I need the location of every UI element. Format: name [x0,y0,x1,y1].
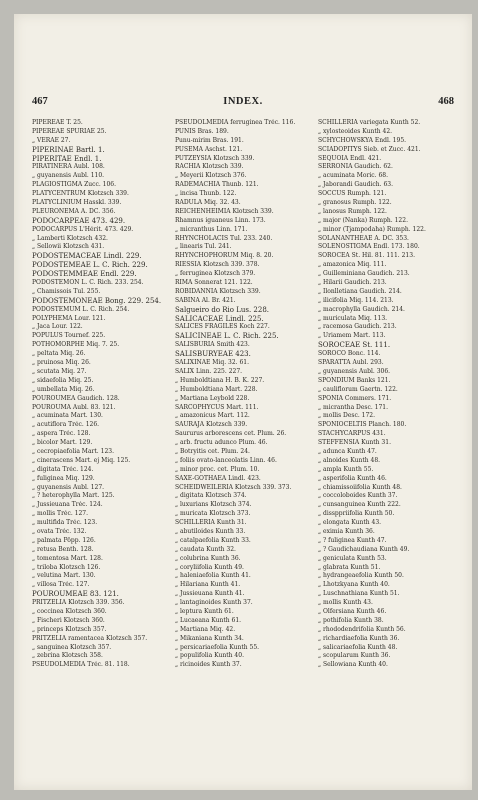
index-entry: POTHOMORPHE Miq. 7. 25. [32,341,120,349]
index-entry: „ peltata Miq. 26. [32,350,86,358]
index-entry: Salgueiro do Rio Lus. 228. [175,305,270,314]
index-entry: POPULUS Tournef. 225. [32,332,106,340]
index-entry: SCHILLERIA variegata Kunth 52. [318,119,421,126]
index-entry: SCHILLERIA Kunth 31. [175,519,247,527]
index-entry: SARCOPHYCUS Mart. 111. [175,403,259,411]
index-entry: „ luxurians Klotzsch 374. [175,501,252,509]
index-entry: „ cunsanguinea Kunth 222. [318,501,401,509]
left-page-number: 467 [32,96,48,107]
index-entry: SAURAJA Klotzsch 339. [175,421,248,429]
index-entry: „ catalpaefolia Kunth 33. [175,536,251,544]
index-column-2 [175,119,309,670]
index-entry: SOROCEAE St. 111. [318,341,391,350]
index-entry: SALIX Linn. 225. 227. [175,367,243,375]
index-entry: PSEUDOLMEDIA Tréc. 81. 118. [32,661,130,669]
index-entry: „ Ilonlletiana Gaudich. 214. [318,287,402,295]
index-entry: „ scopularum Kunth 36. [318,652,391,660]
index-entry: „ colubrina Kunth 36. [175,554,241,562]
index-entry: „ coccoloboides Kunth 37. [318,492,398,500]
index-entry: „ mollis Kunth 43. [318,599,373,607]
index-entry: „ zebrina Klotzsch 358. [32,652,103,660]
index-entry: SOLANANTHEAE A. DC. 353. [318,234,409,242]
index-entry: SERRONIA Gaudich. 62. [318,163,393,171]
index-entry: PODOCARPEAE 473. 429. [32,216,126,225]
index-entry: „ multifida Tréc. 123. [32,519,98,527]
index-entry: „ tomentosa Mart. 128. [32,554,103,562]
index-entry: „ linearis Tul. 241. [175,243,232,251]
index-entry: „ glabrata Kunth 51. [318,563,381,571]
index-entry: SAXE-GOTHAEA Lindl. 423. [175,474,261,482]
index-entry: SABINA Al. Br. 421. [175,296,236,304]
index-entry: „ salicariaefolia Kunth 48. [318,643,398,651]
index-entry: „ amazonica Miq. 111. [318,261,387,269]
index-entry: „ Fischeri Klotzsch 360. [32,616,105,624]
index-entry: PRITZELIA ramentacea Klotzsch 357. [32,634,148,642]
index-entry: „ Jaborandi Gaudich. 63. [318,181,394,189]
index-entry: „ hydrangeaefolia Kunth 50. [318,572,404,580]
index-entry: „ alnoides Kunth 48. [318,456,381,464]
index-entry: „ incisa Thunb. 122. [175,190,237,198]
index-entry: „ ampla Kunth 55. [318,465,374,473]
index-entry: „ villosa Tréc. 127. [32,581,90,589]
index-entry: POUROUMEAE 83. 121. [32,590,119,599]
index-entry: „ scutata Miq. 27. [32,367,87,375]
index-entry: Rhamnus iguaneus Linn. 173. [175,216,266,224]
index-entry: SALISBURYEAE 423. [175,350,251,359]
index-entry: „ coccinea Klotzsch 360. [32,607,107,615]
page-header [32,96,454,110]
index-column-3 [318,119,452,670]
index-entry: „ granosus Rumph. 122. [318,199,392,207]
index-entry: „ lanosus Rumph. 122. [318,207,387,215]
index-entry: „ rhododendrifolia Kunth 56. [318,625,406,633]
index-entry: PIPEREAE T. 25. [32,119,83,126]
index-column-1 [32,119,166,670]
index-entry: „ populifolia Kunth 40. [175,652,244,660]
index-entry: „ amazonicus Mart. 112. [175,412,250,420]
index-entry: „ Luschnathiana Kunth 51. [318,590,400,598]
index-entry: SCIADOPITYS Sieb. et Zucc. 421. [318,145,421,153]
index-entry: „ Jussieuana Tréc. 124. [32,501,103,509]
index-entry: „ mollis Tréc. 127. [32,510,89,518]
index-entry: RADEMACHIA Thunb. 121. [175,181,259,189]
index-entry: SCHEIDWEILERIA Klotzsch 339. 373. [175,483,292,491]
index-entry: „ guyanensis Aubl. 306. [318,367,391,375]
index-entry: PUTZEYSIA Klotzsch 339. [175,154,255,162]
index-entry: PLATYCENTRUM Klotzsch 339. [32,190,129,198]
index-entry: RADULA Miq. 32. 43. [175,199,241,207]
index-entry: Punu-mirim Bras. 191. [175,136,244,144]
index-entry: „ ? fuliginea Kunth 47. [318,536,387,544]
index-entry: „ Guilleminiana Gaudich. 213. [318,270,410,278]
index-entry: „ major (Nanka) Rumph. 122. [318,216,408,224]
index-entry: STEFFENSIA Kunth 31. [318,439,391,447]
index-entry: SPONDIUM Banks 121. [318,376,391,384]
index-entry: PLEURONEMA A. DC. 356. [32,207,116,215]
index-entry: PODOCARPUS L'Hérit. 473. 429. [32,225,134,233]
index-entry: „ ? Gaudichaudiana Kunth 49. [318,545,410,553]
index-entry: „ muriculata Miq. 113. [318,314,388,322]
index-entry: PUNIS Bras. 189. [175,127,229,135]
index-entry: SALISBURIA Smith 423. [175,341,250,349]
index-entry: SOCCUS Rumph. 121. [318,190,387,198]
index-entry: „ Jussieuana Kunth 41. [175,590,245,598]
index-entry: PODOSTEMON L. C. Rich. 233. 254. [32,279,144,287]
page-title: INDEX. [223,96,263,107]
index-entry: „ chiamissoiifolia Kunth 48. [318,483,402,491]
index-entry: „ micranthus Linn. 171. [175,225,248,233]
index-entry: „ Hilariana Kunth 41. [175,581,241,589]
index-entry: PODOSTEMUM L. C. Rich. 254. [32,305,130,313]
index-entry: „ Olfersiana Kunth 46. [318,607,387,615]
index-entry: „ Botryitis cet. Plum. 24. [175,447,250,455]
index-entry: „ Lucaeana Kunth 61. [175,616,242,624]
index-entry: „ asperifolia Kunth 46. [318,474,387,482]
index-entry: „ muricata Klotzsch 373. [175,510,251,518]
index-entry: „ aspera Tréc. 128. [32,430,91,438]
index-entry: „ acuminata Mart. 130. [32,412,103,420]
index-entry: „ arb. fructu adunco Plum. 46. [175,439,268,447]
index-entry: „ acutiflora Tréc. 126. [32,421,100,429]
index-entry: RIESSIA Klotzsch 339. 378. [175,261,260,269]
index-entry: „ Humboldtiana Mart. 228. [175,385,258,393]
index-entry: „ richardiaefolia Kunth 36. [318,634,400,642]
index-entry: „ minor proc. cet. Plum. 10. [175,465,260,473]
index-entry: „ haleniaefolia Kunth 41. [175,572,251,580]
index-entry: RACHIA Klotzsch 339. [175,163,244,171]
index-entry: „ coryliifolia Kunth 49. [175,563,244,571]
index-entry: „ acuminata Moric. 68. [318,172,389,180]
index-entry: „ fuliginea Miq. 129. [32,474,95,482]
index-entry: „ Sellowii Klotzsch 431. [32,243,105,251]
index-entry: „ cecropiaefolia Mart. 123. [32,447,114,455]
index-columns [32,119,462,779]
index-entry: SOLENOSTIGMA Endl. 173. 180. [318,243,420,251]
index-entry: „ triloba Klotzsch 126. [32,563,101,571]
index-entry: PODOSTEMONEAE Bong. 229. 254. [32,296,162,305]
index-entry: „ retusa Benth. 128. [32,545,94,553]
index-entry: „ guyanensis Aubl. 110. [32,172,105,180]
index-entry: „ sanguinea Klotzsch 357. [32,643,112,651]
index-entry: PUSEMA Aschst. 121. [175,145,243,153]
index-entry: PODOSTEMMEAE Endl. 229. [32,270,137,279]
index-entry: PSEUDOLMEDIA ferruginea Tréc. 116. [175,119,296,126]
index-entry: „ eximia Kunth 36. [318,527,375,535]
index-entry: „ Humboldtiana H. B. K. 227. [175,376,265,384]
index-entry: „ micrantha Desc. 171. [318,403,389,411]
index-entry: „ ferruginea Klotzsch 379. [175,270,256,278]
index-entry: POLYPHEMA Lour. 121. [32,314,106,322]
index-entry: „ umbellata Miq. 26. [32,385,95,393]
index-entry: STACHYCARPUS 431. [318,430,386,438]
index-entry: ROBIDANNIA Klotzsch 339. [175,287,261,295]
index-entry: „ ilicifolia Miq. 114. 213. [318,296,394,304]
index-entry: „ foliis ovato-lanceolatis Linn. 46. [175,456,277,464]
index-entry: „ Martiana Miq. 42. [175,625,236,633]
index-entry: „ guyanensis Aubl. 127. [32,483,105,491]
index-entry: RHYNCHOPHORUM Miq. 8. 20. [175,252,274,260]
index-entry: „ ? heterophylla Mart. 125. [32,492,115,500]
index-entry: PODOSTEMEAE L. C. Rich. 229. [32,261,148,270]
index-entry: „ Hilarii Gaudich. 213. [318,279,387,287]
index-entry: Saururus arborescens cet. Plum. 26. [175,430,287,438]
index-entry: „ Chamissois Tul. 255. [32,287,101,295]
index-entry: PIRATINERA Aubl. 108. [32,163,105,171]
index-entry: SPARATTA Aubl. 293. [318,359,384,367]
index-entry: „ xylosteoides Kunth 42. [318,127,393,135]
index-entry: „ Uriamem Mart. 113. [318,332,386,340]
index-entry: PIPERINAE Bartl. 1. [32,145,105,154]
index-entry: „ pruinosa Miq. 26. [32,359,91,367]
index-entry: SPONIA Commers. 171. [318,394,392,402]
index-entry: „ Martiana Leybold 228. [175,394,250,402]
index-entry: „ caudata Kunth 32. [175,545,236,553]
index-entry: „ persicariaefolia Kunth 55. [175,643,260,651]
index-entry: „ Sellowiana Kunth 40. [318,661,388,669]
index-entry: „ macrophylla Gaudich. 214. [318,305,405,313]
index-entry: SEQUOIA Endl. 421. [318,154,382,162]
index-entry: PLATYCLINIUM Hasskl. 339. [32,199,122,207]
index-entry: PIPEREAE SPURIAE 25. [32,127,107,135]
index-entry: SOROCEA St. Hil. 81. 111. 213. [318,252,415,260]
index-entry: „ bicolor Mart. 129. [32,439,93,447]
index-entry: SOROCO Bonc. 114. [318,350,381,358]
index-entry: SALICINEAE L. C. Rich. 225. [175,332,279,341]
index-entry: „ Meyerii Klotzsch 376. [175,172,247,180]
index-entry: „ minor (Tjampodaha) Rumph. 122. [318,225,426,233]
index-entry: PIPERITAE Endl. 1. [32,154,102,163]
right-page-number: 468 [438,96,454,107]
index-entry: REICHENHEIMIA Klotzsch 339. [175,207,274,215]
index-entry: „ palmata Pöpp. 126. [32,536,96,544]
index-entry: „ digitata Klotzsch 374. [175,492,247,500]
index-entry: „ cinerascens Mart. ej Miq. 125. [32,456,131,464]
index-entry: POUROUMEA Gaudich. 128. [32,394,120,402]
index-entry: POUROUMA Aubl. 83. 121. [32,403,116,411]
index-entry: SALIXINAE Miq. 32. 61. [175,359,250,367]
index-entry: PLAGIOSTIGMA Zucc. 106. [32,181,117,189]
index-entry: „ princeps Klotzsch 357. [32,625,107,633]
index-entry: „ VERAE 27. [32,136,71,144]
index-entry: „ Mikaniana Kunth 34. [175,634,244,642]
index-entry: „ racemosa Gaudich. 213. [318,323,397,331]
index-entry: PODOSTEMACEAE Lindl. 229. [32,252,142,261]
index-entry: PRITZELIA Klotzsch 339. 356. [32,599,125,607]
index-entry: „ leptura Kunth 61. [175,607,234,615]
index-entry: „ lantaginoides Kunth 37. [175,599,253,607]
index-entry: „ dissppriifolia Kunth 50. [318,510,395,518]
index-entry: SPONIOCELTIS Planch. 180. [318,421,407,429]
index-entry: „ ricinoides Kunth 37. [175,661,242,669]
index-entry: SALICACEAE Lindl. 225. [175,314,264,323]
index-entry: „ Lamberti Klotzsch 432. [32,234,108,242]
index-entry: „ pothifolia Kunth 38. [318,616,384,624]
index-entry: „ adunca Kunth 47. [318,447,377,455]
index-entry: „ abutiloides Kunth 33. [175,527,246,535]
index-entry: „ Lhotzkyana Kunth 40. [318,581,390,589]
index-entry: „ Jaca Lour. 122. [32,323,83,331]
index-entry: RIMA Sonnerat 121. 122. [175,279,253,287]
book-page [14,14,472,790]
index-entry: SALICES FRAGILES Koch 227. [175,323,270,331]
index-entry: „ velutina Mart. 130. [32,572,96,580]
index-entry: „ elongata Kunth 43. [318,519,382,527]
index-entry: SCHYCHOWSKYA Endl. 195. [318,136,407,144]
index-entry: „ ovata Tréc. 132. [32,527,87,535]
index-entry: „ geniculata Kunth 53. [318,554,387,562]
index-entry: „ mollis Desc. 172. [318,412,376,420]
index-entry: „ cauliflorum Gaertn. 122. [318,385,398,393]
index-entry: „ digitata Tréc. 124. [32,465,94,473]
index-entry: RHYNCHOLACIS Tul. 233. 240. [175,234,273,242]
index-entry: „ sidaefolia Miq. 25. [32,376,94,384]
